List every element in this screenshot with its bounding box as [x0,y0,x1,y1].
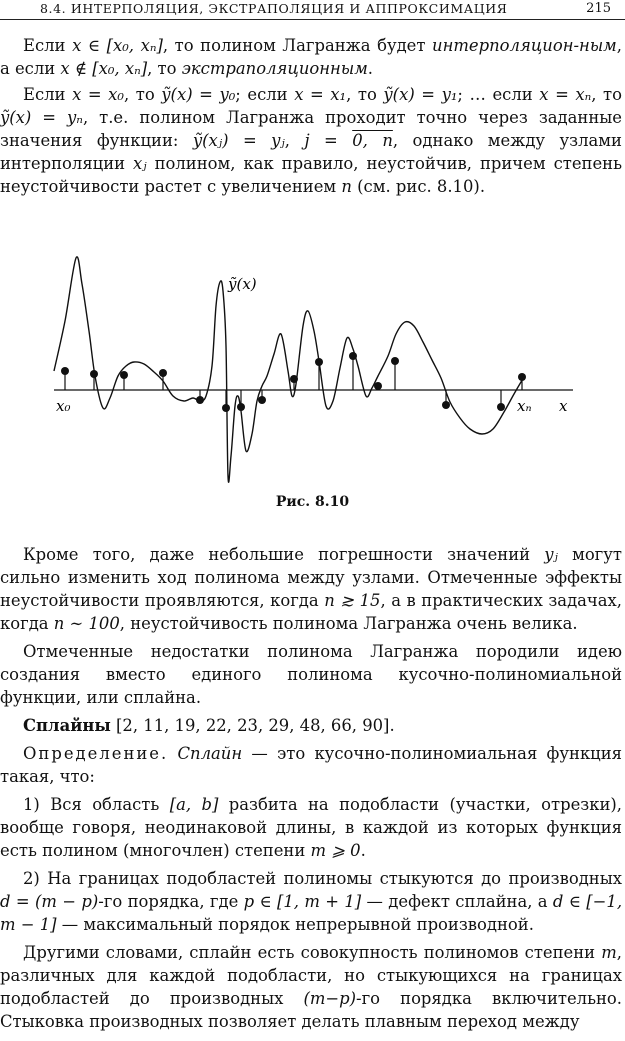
paragraph-5-heading: Сплайны [2, 11, 19, 22, 23, 29, 48, 66, 90]. [23,716,395,735]
polynomial-curve [54,257,524,482]
interpolation-node [222,404,230,412]
interpolation-node [159,369,167,377]
text-block-top [0,34,622,198]
paragraph-7-item-1: 1) Вся область [a, b] разбита на подобласти (участки, отрезки), вообще говоря, неодинаковой длины, в каждой из которых функция есть полином (многочлен) степени m ⩾ 0. [0,795,622,860]
paragraph-1: Если x ∈ [x₀, xₙ], то полином Лагранжа будет интерполяцион-ным, а если x ∉ [x₀, xₙ], то экстраполяционным. [0,36,622,78]
curve-label: ỹ(x) [228,275,257,293]
interpolation-node [120,371,128,379]
paragraph-9: Другими словами, сплайн есть совокупность полиномов степени m, различных для каждой подобласти, но стыкующихся на границах подобластей до производных (m−p)-го порядка включительно. Стыковка производных позволяет делать плавным переход между [0,943,622,1031]
interpolation-node [290,375,298,383]
interpolation-node [391,357,399,365]
interpolation-node [61,367,69,375]
paragraph-3: Кроме того, даже небольшие погрешности значений yⱼ могут сильно изменить ход полинома между узлами. Отмеченные эффекты неустойчивости проявляются, когда n ≳ 15, а в практических задачах, когда n ∼ 100, неустойчивость полинома Лагранжа очень велика. [0,545,622,633]
figure-8-10 [48,236,588,518]
interpolation-node [258,396,266,404]
xn-label: xₙ [517,397,532,415]
text-block-bottom [0,543,622,1033]
section-title: 8.4. ИНТЕРПОЛЯЦИЯ, ЭКСТРАПОЛЯЦИЯ И АППРОКСИМАЦИЯ [40,1,508,16]
interpolation-node [518,373,526,381]
interpolation-node [90,370,98,378]
paragraph-8-item-2: 2) На границах подобластей полиномы стыкуются до производных d = (m − p)-го порядка, где p ∈ [1, m + 1] — дефект сплайна, а d ∈ [−1, m − 1] — максимальный порядок непрерывной производной. [0,869,623,934]
interpolation-node [196,396,204,404]
paragraph-6-definition: Определение. Сплайн — это кусочно-полиномиальная функция такая, что: [0,744,622,786]
interpolation-nodes [61,352,526,412]
interpolation-node [349,352,357,360]
paragraph-2: Если x = x₀, то ỹ(x) = y₀; если x = x₁, то ỹ(x) = y₁; … если x = xₙ, то ỹ(x) = yₙ, т.е. полином Лагранжа проходит точно через заданные значения функции: ỹ(xⱼ) = yⱼ, j = 0, n, однако между узлами интерполяции xⱼ полином, как правило, неустойчив, причем степень неустойчивости растет с увеличением n (см. рис. 8.10). [0,85,622,196]
running-header [0,0,625,22]
interpolation-node [497,403,505,411]
x0-label: x₀ [56,397,71,415]
page-number: 215 [586,1,611,16]
paragraph-4: Отмеченные недостатки полинома Лагранжа породили идею создания вместо единого полинома кусочно-полиномиальной функции, или сплайна. [0,642,622,707]
interpolation-node [374,382,382,390]
x-axis-label: x [559,397,568,415]
interpolation-node [442,401,450,409]
interpolation-node [315,358,323,366]
figure-caption: Рис. 8.10 [275,494,350,510]
interpolation-node [237,403,245,411]
header-rule [0,19,625,20]
